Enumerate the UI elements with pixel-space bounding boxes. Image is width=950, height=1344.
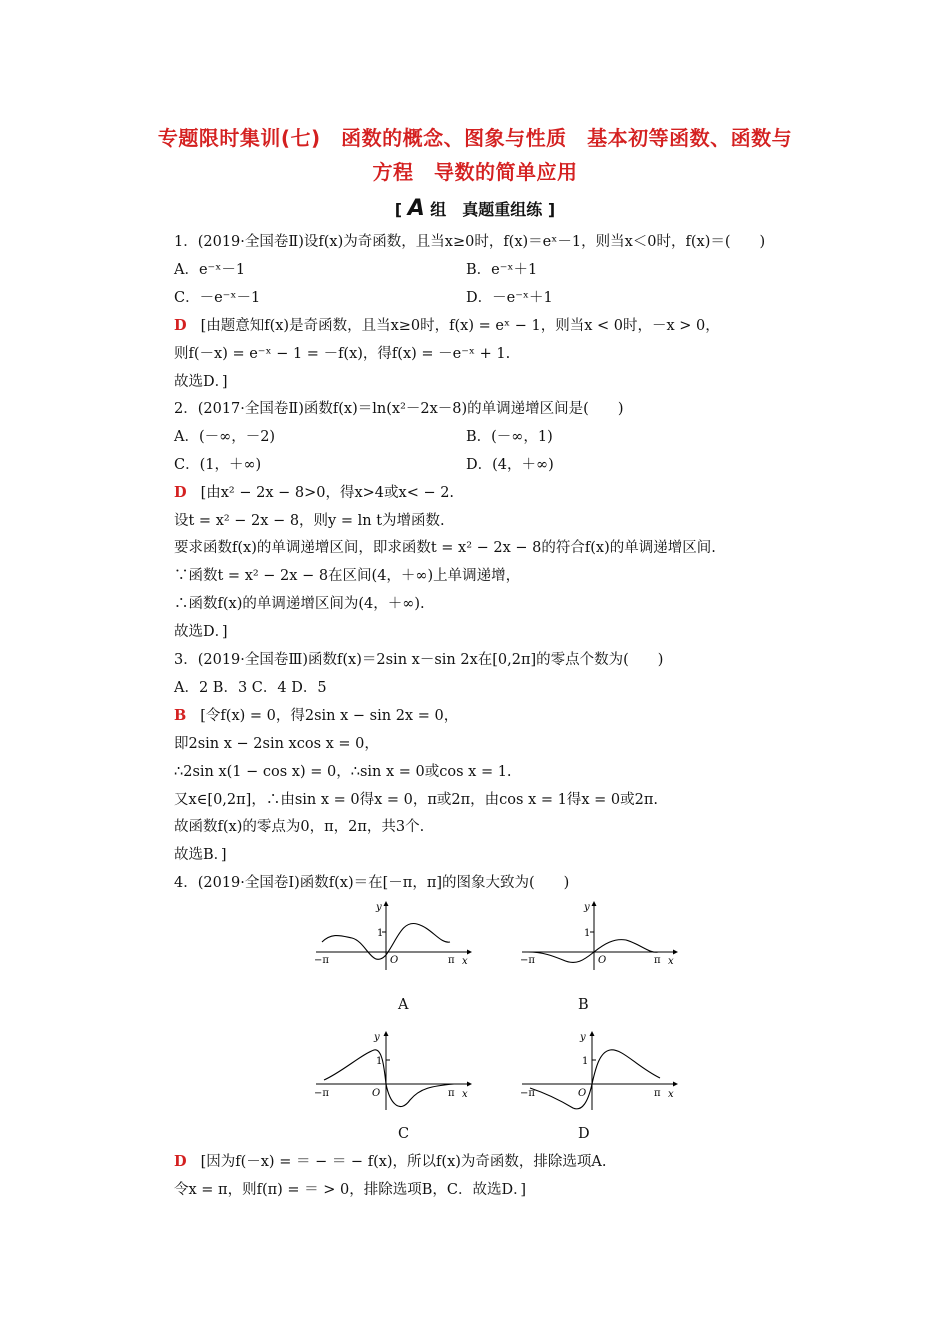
q3-options: A．2 B．3 C．4 D．5 [174,680,327,696]
q2-answer: D [174,484,187,501]
tick-neg-pi: −π [520,955,535,966]
q3-solution-line: B [令f(x) = 0，得2sin x − sin 2x = 0， [174,707,459,724]
q2-option-c: C．(1，＋∞) [174,457,262,473]
q2-solution-line: ∵函数t = x² − 2x − 8在区间(4，＋∞)上单调递增， [174,568,521,584]
q1-solution-line: 故选D．] [174,374,228,390]
caption-c: C [398,1126,410,1142]
q3-solution-line: 故选B．] [174,847,227,863]
x-label: x [668,956,674,967]
caption-d: D [578,1126,590,1142]
section-heading [0,196,950,221]
tick-pi: π [448,1088,455,1099]
tick-1: 1 [582,1056,589,1067]
y-label: y [374,1032,380,1043]
x-label: x [462,1089,468,1100]
q3-solution-line: 即2sin x − 2sin xcos x = 0， [174,736,379,752]
q3-answer: B [174,707,187,724]
curve [324,1050,454,1107]
tick-neg-pi: −π [314,955,329,966]
q1-option-b: B．e⁻ˣ＋1 [466,262,538,278]
q2-solution-line: 要求函数f(x)的单调递增区间，即求函数t = x² − 2x − 8的符合f(x)的单调递增区间. [174,540,716,556]
origin-label: O [598,955,607,966]
q2-option-b: B．(－∞，1) [466,429,553,445]
tick-pi: π [654,955,661,966]
tick-1: 1 [584,928,591,939]
q3-solution-line: 又x∈[0,2π]，∴由sin x = 0得x = 0，π或2π，由cos x = 1得x = 0或2π. [174,792,658,808]
q1-option-c: C．－e⁻ˣ－1 [174,290,261,306]
title-line-2: 方程 导数的简单应用 [372,160,578,184]
q1-solution-line: 则f(－x) = e⁻ˣ − 1 = －f(x)，得f(x) = －e⁻ˣ + 1. [174,346,511,362]
caption-b: B [578,997,589,1013]
q4-solution-line: 令x = π，则f(π) = ＝ > 0，排除选项B，C．故选D．] [174,1182,527,1198]
q2-option-d: D．(4，＋∞) [466,457,554,473]
q1-stem: 1．(2019·全国卷Ⅱ)设f(x)为奇函数，且当x≥0时，f(x)＝eˣ－1，则当x＜0时，f(x)＝( ) [174,234,766,250]
tick-neg-pi: −π [314,1088,329,1099]
origin-label: O [578,1088,587,1099]
graph-d [518,1030,678,1112]
q3-solution-line: 故函数f(x)的零点为0，π，2π，共3个. [174,819,425,835]
curve [530,1050,660,1109]
q3-solution-line: ∴2sin x(1 − cos x) = 0，∴sin x = 0或cos x = 1. [174,764,512,780]
origin-label: O [372,1088,381,1099]
y-label: y [584,902,590,913]
q2-solution-line: 故选D．] [174,624,228,640]
tick-pi: π [654,1088,661,1099]
tick-1: 1 [376,1056,383,1067]
q2-option-a: A．(－∞，－2) [174,429,276,445]
tick-pi: π [448,955,455,966]
section-text: 组 真题重组练 [430,200,543,219]
x-label: x [668,1089,674,1100]
caption-a: A [398,997,409,1013]
section-letter: A [407,196,425,221]
q1-answer: D [174,317,187,334]
q2-solution-line: 设t = x² − 2x − 8，则y = ln t为增函数. [174,513,445,529]
y-label: y [376,902,382,913]
q2-stem: 2．(2017·全国卷Ⅱ)函数f(x)＝ln(x²－2x－8)的单调递增区间是( ) [174,401,624,417]
y-label: y [580,1032,586,1043]
tick-1: 1 [377,928,384,939]
graph-b [518,900,678,972]
q4-answer: D [174,1153,187,1170]
curve [528,940,658,963]
q2-solution-line: ∴函数f(x)的单调递增区间为(4，＋∞). [174,596,425,612]
q3-stem: 3．(2019·全国卷Ⅲ)函数f(x)＝2sin x－sin 2x在[0,2π]的零点个数为( ) [174,652,664,668]
bracket-right: ] [547,200,556,219]
q4-solution-line: D [因为f(－x) = ＝ − ＝ − f(x)，所以f(x)为奇函数，排除选项A. [174,1153,607,1170]
x-label: x [462,956,468,967]
graph-a [312,900,472,972]
origin-label: O [390,955,399,966]
q1-solution-line: D [由题意知f(x)是奇函数，且当x≥0时，f(x) = eˣ − 1，则当x < 0时，－x > 0， [174,317,720,334]
bracket-left: [ [394,200,403,219]
q1-option-a: A．e⁻ˣ－1 [174,262,246,278]
q2-solution-line: D [由x² − 2x − 8>0，得x>4或x< − 2. [174,484,455,501]
title-line-1: 专题限时集训(七) 函数的概念、图象与性质 基本初等函数、函数与 [157,126,793,150]
q4-stem: 4．(2019·全国卷Ⅰ)函数f(x)＝在[－π，π]的图象大致为( ) [174,875,570,891]
tick-neg-pi: −π [520,1088,535,1099]
graph-c [312,1030,472,1112]
q1-option-d: D．－e⁻ˣ＋1 [466,290,553,306]
